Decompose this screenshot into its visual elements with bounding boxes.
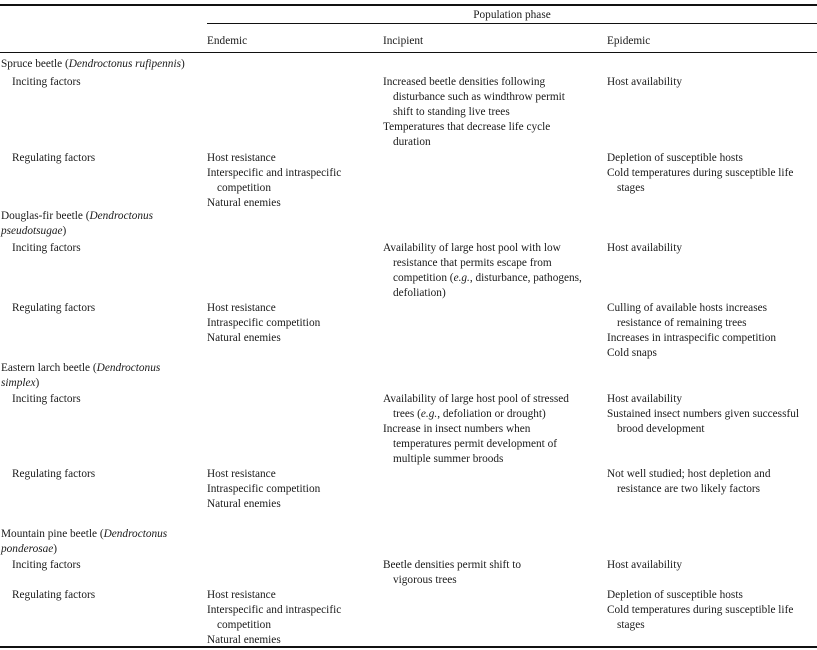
scientific-name: ponderosae xyxy=(1,543,54,556)
cell-inciting-incipient xyxy=(383,241,582,301)
cell-line: Host resistance xyxy=(207,589,276,601)
cell-line: Temperatures that decrease life cycle xyxy=(383,121,551,133)
cell-line: Host resistance xyxy=(207,152,276,164)
cell-inciting-epidemic xyxy=(607,241,682,256)
cell-line: vigorous trees xyxy=(393,574,457,586)
cell-line: Natural enemies xyxy=(207,634,281,646)
scientific-name: Dendroctonus xyxy=(96,362,161,374)
cell-line: Natural enemies xyxy=(207,197,281,209)
cell-line: Host availability xyxy=(607,393,682,405)
cell-line: Increase in insect numbers when xyxy=(383,423,531,435)
cell-line: duration xyxy=(393,136,431,148)
cell-line: defoliation) xyxy=(393,287,446,299)
column-header-incipient: Incipient xyxy=(383,35,424,47)
cell-inciting-epidemic xyxy=(607,392,799,437)
cell-line: resistance that permits escape from xyxy=(393,257,552,269)
cell-regulating-epidemic xyxy=(607,588,793,633)
cell-regulating-epidemic xyxy=(607,301,776,361)
cell-regulating-epidemic xyxy=(607,151,793,196)
cell-line: Interspecific and intraspecific xyxy=(207,167,342,179)
cell-line: temperatures permit development of xyxy=(393,438,558,450)
cell-line: Cold temperatures during susceptible life xyxy=(607,167,794,179)
cell-line: shift to standing live trees xyxy=(393,106,510,118)
cell-line: Host resistance xyxy=(207,302,276,314)
column-header-epidemic: Epidemic xyxy=(607,35,651,47)
column-header-endemic: Endemic xyxy=(207,35,248,47)
cell-line: Cold temperatures during susceptible life xyxy=(607,604,794,616)
cell-inciting-incipient xyxy=(383,75,565,150)
species-name: Douglas-fir beetle (Dendroctonus xyxy=(1,210,154,222)
cell-line: stages xyxy=(617,619,645,631)
cell-line: stages xyxy=(617,182,645,194)
cell-line: competition (e.g., disturbance, pathogens, xyxy=(393,272,582,284)
cell-line: Cold snaps xyxy=(607,347,657,359)
cell-inciting-epidemic xyxy=(607,75,682,90)
row-label-inciting-factors: Inciting factors xyxy=(12,559,81,571)
eg-italic: e.g. xyxy=(453,272,470,284)
row-label-inciting-factors: Inciting factors xyxy=(12,242,81,254)
cell-line: Interspecific and intraspecific xyxy=(207,604,342,616)
scientific-name: Dendroctonus xyxy=(103,528,168,540)
population-phase-spanner: Population phase xyxy=(473,9,551,21)
species-name: ponderosae) xyxy=(1,543,58,556)
scientific-name: Dendroctonus rufipennis xyxy=(68,58,181,70)
species-name: simplex) xyxy=(1,377,40,390)
cell-line: competition xyxy=(217,182,271,194)
species-name: Eastern larch beetle (Dendroctonus xyxy=(1,362,161,374)
cell-line: resistance are two likely factors xyxy=(617,483,761,495)
cell-line: Host resistance xyxy=(207,468,276,480)
cell-line: Host availability xyxy=(607,559,682,571)
cell-line: Increases in intraspecific competition xyxy=(607,332,777,344)
cell-line: Host availability xyxy=(607,242,682,254)
species-name: Spruce beetle (Dendroctonus rufipennis) xyxy=(1,58,185,70)
scientific-name: simplex xyxy=(1,377,36,390)
row-label-regulating-factors: Regulating factors xyxy=(12,589,96,601)
cell-line: Depletion of susceptible hosts xyxy=(607,152,743,164)
cell-inciting-incipient xyxy=(383,558,521,588)
species-name: pseudotsugae) xyxy=(1,225,67,238)
table-bottom-rule xyxy=(0,646,817,648)
cell-line: Not well studied; host depletion and xyxy=(607,468,771,480)
cell-line: Intraspecific competition xyxy=(207,317,321,329)
row-label-inciting-factors: Inciting factors xyxy=(12,393,81,405)
scientific-name: pseudotsugae xyxy=(1,225,63,238)
cell-regulating-endemic xyxy=(207,301,320,346)
cell-line: Availability of large host pool with low xyxy=(383,242,561,254)
header-rule xyxy=(0,52,817,53)
cell-line: competition xyxy=(217,619,271,631)
scientific-name: Dendroctonus xyxy=(89,210,154,222)
cell-line: Increased beetle densities following xyxy=(383,76,546,88)
cell-regulating-epidemic xyxy=(607,467,770,497)
eg-italic: e.g. xyxy=(420,408,438,420)
cell-line: disturbance such as windthrow permit xyxy=(393,91,565,103)
cell-inciting-incipient xyxy=(383,392,569,467)
cell-regulating-endemic xyxy=(207,588,341,648)
cell-line: Beetle densities permit shift to xyxy=(383,559,522,571)
cell-line: multiple summer broods xyxy=(393,453,504,465)
cell-line: Intraspecific competition xyxy=(207,483,321,495)
cell-line: resistance of remaining trees xyxy=(617,317,747,329)
cell-line: trees (e.g., defoliation or drought) xyxy=(393,408,546,420)
cell-line: Sustained insect numbers given successful xyxy=(607,408,800,420)
spanner-rule xyxy=(207,23,817,24)
row-label-regulating-factors: Regulating factors xyxy=(12,152,96,164)
cell-line: brood development xyxy=(617,423,705,435)
cell-regulating-endemic xyxy=(207,467,320,512)
cell-line: Host availability xyxy=(607,76,682,88)
row-label-regulating-factors: Regulating factors xyxy=(12,302,96,314)
row-label-regulating-factors: Regulating factors xyxy=(12,468,96,480)
cell-inciting-epidemic xyxy=(607,558,682,573)
cell-regulating-endemic xyxy=(207,151,341,211)
cell-line: Culling of available hosts increases xyxy=(607,302,767,314)
table-top-rule xyxy=(0,4,817,6)
cell-line: Natural enemies xyxy=(207,498,281,510)
cell-line: Depletion of susceptible hosts xyxy=(607,589,743,601)
cell-line: Availability of large host pool of stressed xyxy=(383,393,569,405)
species-name: Mountain pine beetle (Dendroctonus xyxy=(1,528,168,540)
cell-line: Natural enemies xyxy=(207,332,281,344)
row-label-inciting-factors: Inciting factors xyxy=(12,76,81,88)
